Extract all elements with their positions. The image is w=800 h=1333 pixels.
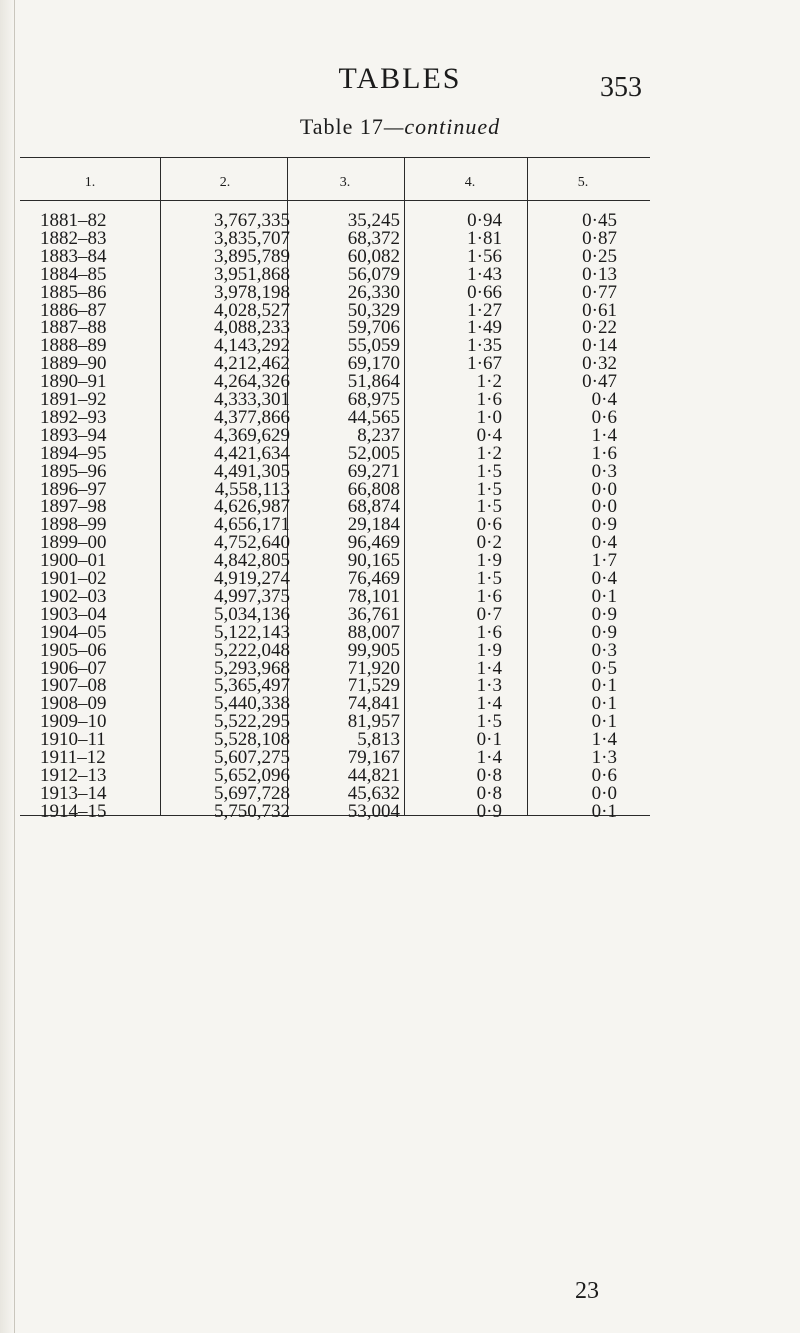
cell-col-2: 5,697,728 <box>214 782 290 804</box>
column-header-5: 5. <box>577 175 589 190</box>
cell-year: 1886–87 <box>40 299 107 321</box>
cell-year: 1899–00 <box>40 532 107 554</box>
cell-col-3: 59,706 <box>347 317 400 339</box>
cell-col-2: 4,088,233 <box>214 317 290 339</box>
cell-col-3: 55,059 <box>347 335 400 357</box>
cell-col-5: 0·77 <box>582 281 617 303</box>
cell-col-5: 0·9 <box>591 603 617 625</box>
cell-col-2: 4,626,987 <box>214 496 290 518</box>
cell-col-3: 29,184 <box>347 514 400 536</box>
cell-col-3: 99,905 <box>347 639 400 661</box>
cell-col-5: 0·3 <box>591 460 617 482</box>
cell-year: 1889–90 <box>40 353 107 375</box>
cell-col-3: 90,165 <box>347 550 400 572</box>
cell-col-5: 0·13 <box>582 263 617 285</box>
cell-col-3: 36,761 <box>347 603 400 625</box>
cell-col-5: 0·1 <box>591 711 617 733</box>
cell-col-4: 1·2 <box>476 442 502 464</box>
cell-year: 1887–88 <box>40 317 107 339</box>
cell-col-4: 0·94 <box>467 210 502 231</box>
cell-year: 1894–95 <box>40 442 107 464</box>
cell-year: 1895–96 <box>40 460 107 482</box>
cell-col-5: 0·0 <box>591 496 617 518</box>
cell-year: 1890–91 <box>40 371 107 393</box>
cell-col-3: 52,005 <box>347 442 400 464</box>
cell-year: 1902–03 <box>40 585 107 607</box>
cell-col-2: 5,122,143 <box>214 621 290 643</box>
cell-col-4: 1·81 <box>467 227 502 249</box>
cell-col-5: 0·9 <box>591 514 617 536</box>
cell-year: 1882–83 <box>40 227 107 249</box>
column-header-1: 1. <box>84 175 96 190</box>
cell-col-4: 1·5 <box>476 460 502 482</box>
cell-col-3: 81,957 <box>347 711 400 733</box>
cell-col-4: 1·2 <box>476 371 502 393</box>
caption-continued: —continued <box>383 114 501 139</box>
cell-col-5: 0·61 <box>582 299 617 321</box>
cell-year: 1914–15 <box>40 800 107 822</box>
cell-col-3: 56,079 <box>347 263 400 285</box>
column-header-4: 4. <box>464 175 476 190</box>
cell-col-5: 1·7 <box>591 550 617 572</box>
cell-col-5: 0·0 <box>591 478 617 500</box>
cell-col-4: 0·6 <box>476 514 502 536</box>
cell-year: 1911–12 <box>40 747 106 768</box>
cell-col-2: 5,750,732 <box>214 800 290 822</box>
cell-col-2: 5,607,275 <box>214 747 290 768</box>
cell-col-5: 0·1 <box>591 693 617 715</box>
cell-col-4: 1·67 <box>467 353 502 375</box>
cell-col-2: 4,491,305 <box>214 460 290 482</box>
cell-col-2: 4,558,113 <box>214 478 290 500</box>
cell-col-5: 0·87 <box>582 227 617 249</box>
cell-year: 1905–06 <box>40 639 107 661</box>
cell-col-2: 5,034,136 <box>214 603 290 625</box>
cell-year: 1884–85 <box>40 263 107 285</box>
cell-year: 1900–01 <box>40 550 107 572</box>
cell-col-3: 44,821 <box>347 764 400 786</box>
cell-col-4: 1·5 <box>476 711 502 733</box>
cell-col-4: 1·6 <box>476 585 502 607</box>
cell-col-5: 0·4 <box>591 389 617 410</box>
cell-year: 1908–09 <box>40 693 107 715</box>
cell-col-5: 0·6 <box>591 406 617 428</box>
cell-col-3: 50,329 <box>347 299 400 321</box>
cell-col-4: 1·3 <box>476 675 502 697</box>
cell-col-4: 1·5 <box>476 478 502 500</box>
cell-year: 1903–04 <box>40 603 107 625</box>
cell-col-4: 0·8 <box>476 764 502 786</box>
cell-col-2: 5,222,048 <box>214 639 290 661</box>
running-head: TABLES <box>338 62 462 95</box>
cell-year: 1896–97 <box>40 478 107 500</box>
cell-col-4: 1·27 <box>467 299 502 321</box>
cell-col-2: 3,767,335 <box>214 210 290 231</box>
cell-col-2: 4,919,274 <box>214 568 290 589</box>
cell-col-4: 1·6 <box>476 389 502 410</box>
cell-col-3: 69,271 <box>347 460 400 482</box>
cell-col-3: 5,813 <box>357 729 400 751</box>
cell-col-5: 0·1 <box>591 675 617 697</box>
header-rule <box>20 200 650 201</box>
cell-col-2: 5,365,497 <box>214 675 290 697</box>
cell-col-3: 8,237 <box>357 424 400 446</box>
cell-year: 1892–93 <box>40 406 107 428</box>
cell-col-3: 53,004 <box>347 800 400 822</box>
cell-year: 1901–02 <box>40 568 107 589</box>
cell-col-3: 71,529 <box>347 675 400 697</box>
cell-col-3: 79,167 <box>347 747 400 768</box>
cell-col-4: 1·6 <box>476 621 502 643</box>
cell-col-2: 5,440,338 <box>214 693 290 715</box>
cell-col-5: 0·45 <box>582 210 617 231</box>
column-header-3: 3. <box>339 175 351 190</box>
signature-mark: 23 <box>575 1278 599 1304</box>
cell-col-2: 4,656,171 <box>214 514 290 536</box>
cell-col-2: 4,333,301 <box>214 389 290 410</box>
cell-col-3: 26,330 <box>347 281 400 303</box>
cell-col-4: 1·4 <box>476 693 502 715</box>
cell-col-2: 4,997,375 <box>214 585 290 607</box>
cell-col-3: 66,808 <box>347 478 400 500</box>
cell-col-3: 88,007 <box>347 621 400 643</box>
cell-col-4: 1·5 <box>476 568 502 589</box>
cell-year: 1891–92 <box>40 389 107 410</box>
cell-col-4: 0·2 <box>476 532 502 554</box>
table-row <box>0 801 800 822</box>
cell-col-2: 5,522,295 <box>214 711 290 733</box>
cell-col-5: 0·14 <box>582 335 617 357</box>
cell-col-2: 4,212,462 <box>214 353 290 375</box>
cell-col-3: 68,874 <box>347 496 400 518</box>
cell-col-2: 4,842,805 <box>214 550 290 572</box>
cell-year: 1888–89 <box>40 335 107 357</box>
cell-col-2: 3,895,789 <box>214 245 290 267</box>
cell-col-2: 4,028,527 <box>214 299 290 321</box>
cell-col-4: 0·9 <box>476 800 502 822</box>
cell-col-3: 68,372 <box>347 227 400 249</box>
cell-col-2: 4,264,326 <box>214 371 290 393</box>
column-header-2: 2. <box>219 175 231 190</box>
cell-year: 1907–08 <box>40 675 107 697</box>
cell-col-5: 0·1 <box>591 585 617 607</box>
cell-col-4: 0·66 <box>467 281 502 303</box>
cell-col-5: 0·4 <box>591 568 617 589</box>
cell-col-4: 0·7 <box>476 603 502 625</box>
cell-col-5: 1·6 <box>591 442 617 464</box>
cell-year: 1909–10 <box>40 711 107 733</box>
cell-year: 1898–99 <box>40 514 107 536</box>
cell-col-4: 0·4 <box>476 424 502 446</box>
cell-col-4: 1·4 <box>476 657 502 679</box>
cell-year: 1910–11 <box>40 729 106 751</box>
cell-year: 1885–86 <box>40 281 107 303</box>
cell-col-5: 0·3 <box>591 639 617 661</box>
cell-year: 1904–05 <box>40 621 107 643</box>
cell-col-2: 4,369,629 <box>214 424 290 446</box>
cell-year: 1883–84 <box>40 245 107 267</box>
cell-col-5: 1·3 <box>591 747 617 768</box>
cell-col-4: 1·35 <box>467 335 502 357</box>
cell-col-2: 4,377,866 <box>214 406 290 428</box>
page-number: 353 <box>600 72 642 103</box>
cell-col-4: 1·49 <box>467 317 502 339</box>
cell-year: 1881–82 <box>40 210 107 231</box>
cell-col-4: 1·43 <box>467 263 502 285</box>
cell-col-5: 1·4 <box>591 424 617 446</box>
cell-col-4: 1·5 <box>476 496 502 518</box>
cell-col-4: 0·1 <box>476 729 502 751</box>
cell-col-5: 0·47 <box>582 371 617 393</box>
cell-year: 1913–14 <box>40 782 107 804</box>
cell-col-3: 76,469 <box>347 568 400 589</box>
cell-year: 1897–98 <box>40 496 107 518</box>
cell-year: 1893–94 <box>40 424 107 446</box>
cell-col-3: 69,170 <box>347 353 400 375</box>
cell-col-2: 4,421,634 <box>214 442 290 464</box>
cell-col-5: 0·1 <box>591 800 617 822</box>
cell-col-5: 0·32 <box>582 353 617 375</box>
cell-col-2: 3,835,707 <box>214 227 290 249</box>
cell-col-5: 0·5 <box>591 657 617 679</box>
cell-col-3: 51,864 <box>347 371 400 393</box>
cell-col-5: 1·4 <box>591 729 617 751</box>
cell-col-3: 78,101 <box>347 585 400 607</box>
cell-col-4: 1·4 <box>476 747 502 768</box>
cell-col-2: 3,978,198 <box>214 281 290 303</box>
cell-col-2: 3,951,868 <box>214 263 290 285</box>
caption-title: Table 17 <box>299 114 384 139</box>
top-rule <box>20 157 650 158</box>
cell-col-3: 71,920 <box>347 657 400 679</box>
cell-col-5: 0·0 <box>591 782 617 804</box>
cell-year: 1906–07 <box>40 657 107 679</box>
cell-col-4: 1·9 <box>476 550 502 572</box>
cell-col-4: 1·56 <box>467 245 502 267</box>
cell-col-2: 5,293,968 <box>214 657 290 679</box>
cell-col-4: 0·8 <box>476 782 502 804</box>
cell-year: 1912–13 <box>40 764 107 786</box>
cell-col-5: 0·6 <box>591 764 617 786</box>
cell-col-3: 44,565 <box>347 406 400 428</box>
table-caption <box>0 114 800 140</box>
cell-col-3: 60,082 <box>347 245 400 267</box>
cell-col-4: 1·9 <box>476 639 502 661</box>
cell-col-2: 4,752,640 <box>214 532 290 554</box>
cell-col-3: 96,469 <box>347 532 400 554</box>
cell-col-5: 0·9 <box>591 621 617 643</box>
cell-col-5: 0·25 <box>582 245 617 267</box>
cell-col-5: 0·22 <box>582 317 617 339</box>
cell-col-3: 35,245 <box>347 210 400 231</box>
cell-col-5: 0·4 <box>591 532 617 554</box>
cell-col-3: 45,632 <box>347 782 400 804</box>
cell-col-3: 68,975 <box>347 389 400 410</box>
cell-col-4: 1·0 <box>476 406 502 428</box>
cell-col-2: 5,652,096 <box>214 764 290 786</box>
cell-col-3: 74,841 <box>347 693 400 715</box>
cell-col-2: 5,528,108 <box>214 729 290 751</box>
cell-col-2: 4,143,292 <box>214 335 290 357</box>
